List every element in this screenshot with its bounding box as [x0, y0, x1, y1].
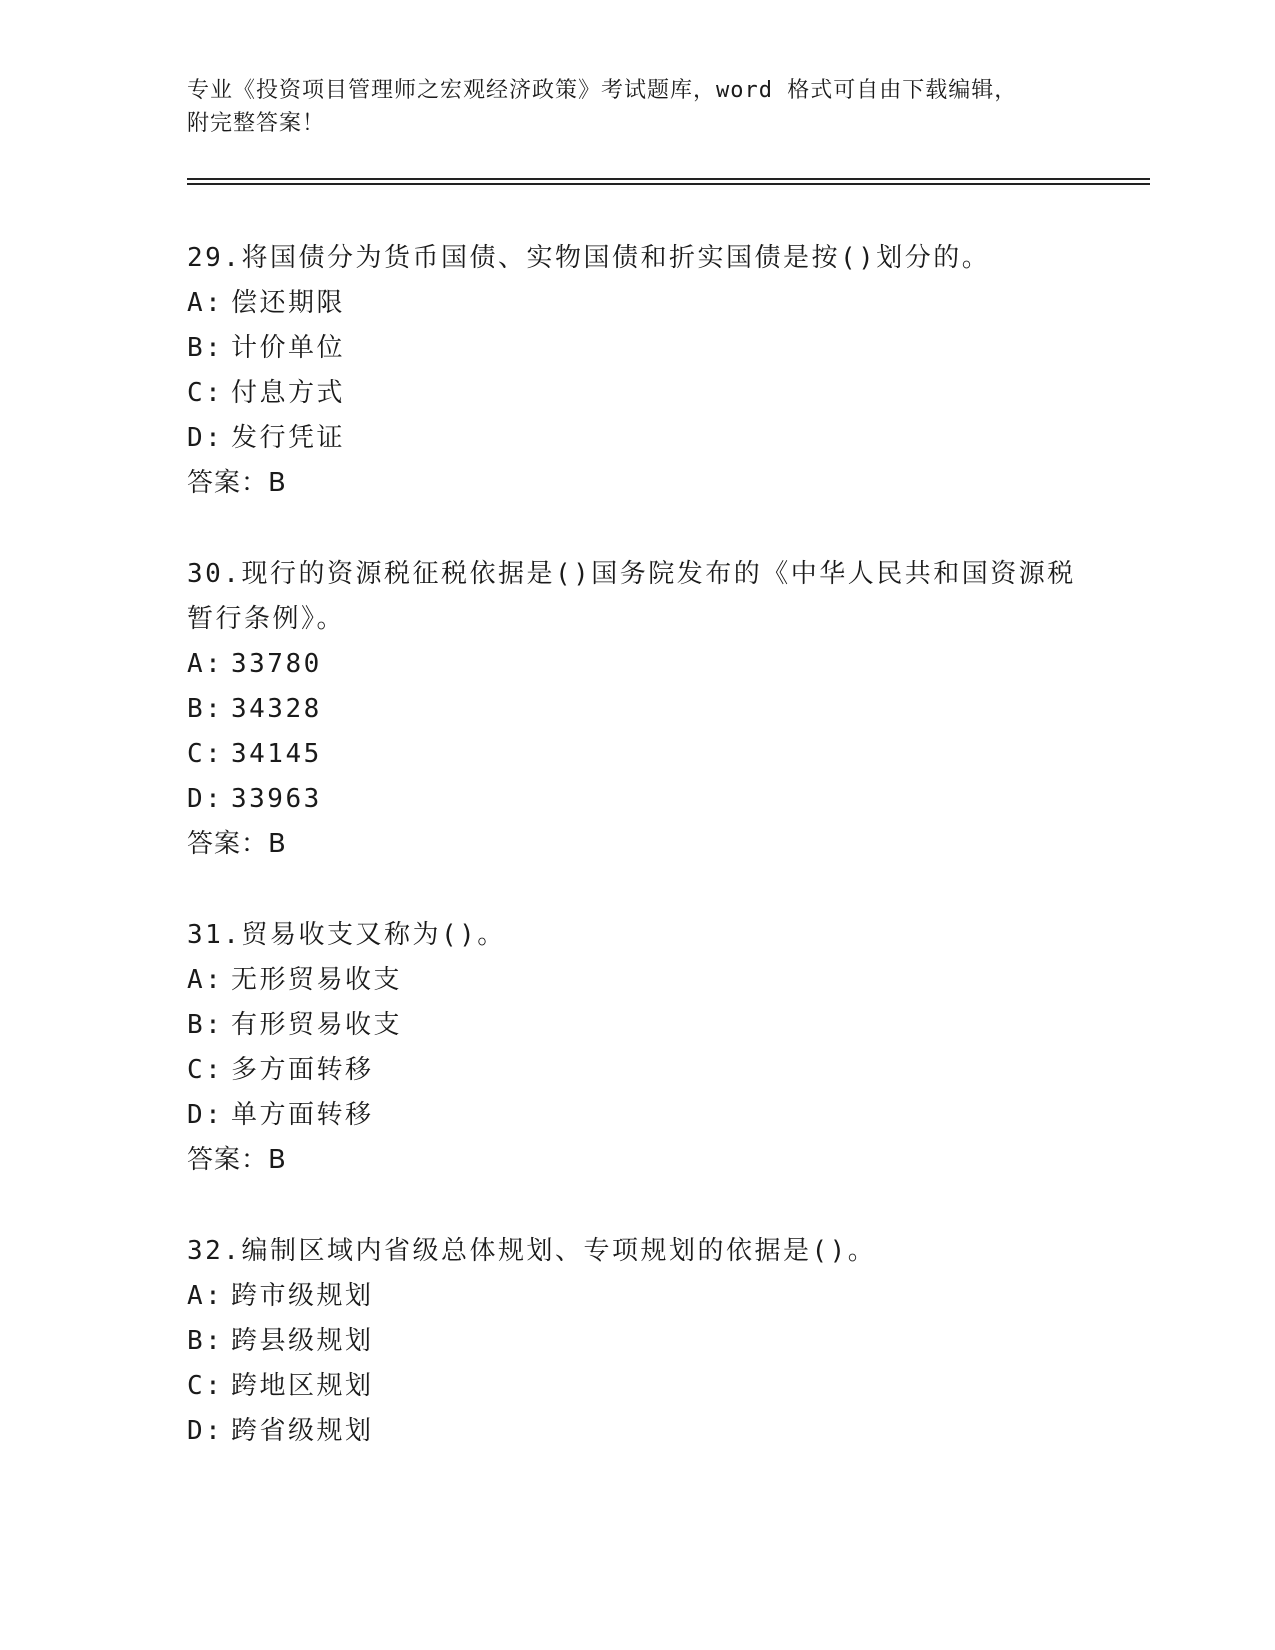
option-text: 偿还期限	[231, 288, 346, 318]
answer-text: 答案：B	[187, 468, 287, 498]
option-b	[187, 1319, 1087, 1364]
option-label: B:	[187, 1010, 224, 1040]
option-label: B:	[187, 1326, 224, 1356]
option-label: C:	[187, 378, 224, 408]
header-divider-top	[187, 178, 1150, 180]
option-c	[187, 732, 1087, 777]
document-header	[187, 74, 1087, 140]
question-stem: 29.将国债分为货币国债、实物国债和折实国债是按()划分的。	[187, 243, 991, 273]
option-label: A:	[187, 965, 224, 995]
option-a	[187, 1274, 1087, 1319]
option-c	[187, 1364, 1087, 1409]
option-a	[187, 281, 1087, 326]
option-a	[187, 958, 1087, 1003]
option-label: C:	[187, 1371, 224, 1401]
option-text: 多方面转移	[231, 1055, 374, 1085]
question-32	[187, 1229, 1087, 1454]
option-label: A:	[187, 1281, 224, 1311]
answer-text: 答案：B	[187, 829, 287, 859]
option-text: 付息方式	[231, 378, 346, 408]
question-list	[187, 236, 1087, 1454]
header-divider-bottom	[187, 183, 1150, 185]
option-a	[187, 642, 1087, 687]
option-text: 34145	[231, 739, 322, 769]
option-label: D:	[187, 1100, 224, 1130]
header-line-1: 专业《投资项目管理师之宏观经济政策》考试题库，word 格式可自由下载编辑，	[187, 78, 1018, 103]
option-text: 无形贸易收支	[231, 965, 403, 995]
option-text: 34328	[231, 694, 322, 724]
option-text: 发行凭证	[231, 423, 346, 453]
option-b	[187, 326, 1087, 371]
question-stem-line-2: 暂行条例》。	[187, 604, 346, 634]
option-d	[187, 1093, 1087, 1138]
question-stem: 32.编制区域内省级总体规划、专项规划的依据是()。	[187, 1236, 877, 1266]
option-label: A:	[187, 288, 224, 318]
option-b	[187, 1003, 1087, 1048]
answer-text: 答案：B	[187, 1145, 287, 1175]
header-line-2: 附完整答案！	[187, 111, 326, 136]
option-text: 33963	[231, 784, 322, 814]
option-label: B:	[187, 694, 224, 724]
question-stem-line-1: 30.现行的资源税征税依据是()国务院发布的《中华人民共和国资源税	[187, 559, 1076, 589]
option-d	[187, 416, 1087, 461]
option-label: A:	[187, 649, 224, 679]
option-text: 计价单位	[231, 333, 346, 363]
option-text: 跨地区规划	[231, 1371, 374, 1401]
option-label: D:	[187, 423, 224, 453]
option-b	[187, 687, 1087, 732]
option-c	[187, 1048, 1087, 1093]
option-label: D:	[187, 784, 224, 814]
option-d	[187, 777, 1087, 822]
option-label: C:	[187, 1055, 224, 1085]
option-text: 跨省级规划	[231, 1416, 374, 1446]
option-c	[187, 371, 1087, 416]
option-text: 单方面转移	[231, 1100, 374, 1130]
question-31	[187, 913, 1087, 1183]
option-text: 有形贸易收支	[231, 1010, 403, 1040]
question-30	[187, 552, 1087, 867]
option-text: 33780	[231, 649, 322, 679]
option-label: C:	[187, 739, 224, 769]
option-label: B:	[187, 333, 224, 363]
option-text: 跨市级规划	[231, 1281, 374, 1311]
question-stem: 31.贸易收支又称为()。	[187, 920, 506, 950]
option-d	[187, 1409, 1087, 1454]
question-29	[187, 236, 1087, 506]
option-label: D:	[187, 1416, 224, 1446]
option-text: 跨县级规划	[231, 1326, 374, 1356]
